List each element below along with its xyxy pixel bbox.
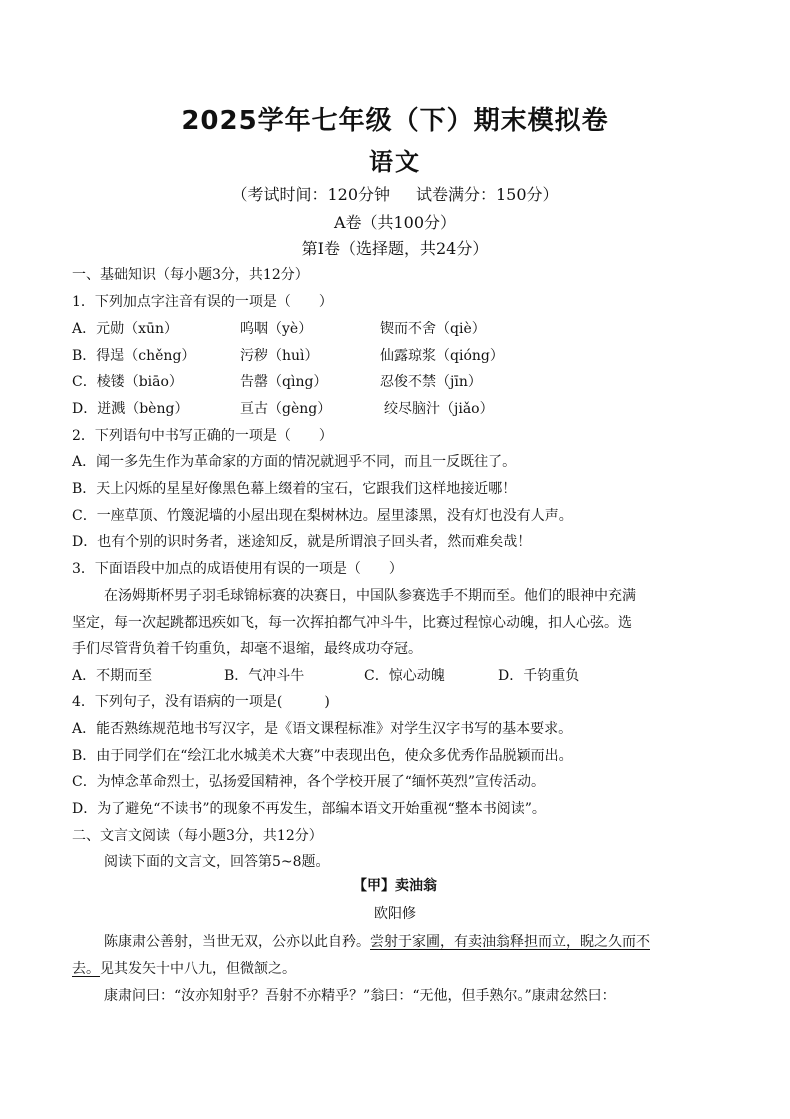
q4-option: D．为了避免“不读书”的现象不再发生，部编本语文开始重视“整本书阅读”。	[72, 801, 546, 817]
q3-option: D．千钧重负	[498, 668, 580, 684]
exam-title: 2025学年七年级（下）期末模拟卷	[181, 106, 609, 136]
passage-lead: 陈康肃公善射，当世无双，公亦以此自矜。	[104, 934, 370, 950]
q1-d-2: 亘古（gèng）	[240, 401, 332, 417]
q2-option: C．一座草顶、竹篾泥墙的小屋出现在梨树林边。屋里漆黑，没有灯也没有人声。	[72, 508, 573, 524]
q1-a-2: 呜咽（yè）	[240, 321, 313, 337]
q1-d-1: D．迸溅（bèng）	[72, 401, 189, 417]
q4-option: A．能否熟练规范地书写汉字，是《语文课程标准》对学生汉字书写的基本要求。	[72, 721, 573, 737]
exam-time: （考试时间：120分钟	[231, 185, 390, 204]
q1-option-row	[72, 399, 720, 419]
q1-b-2: 污秽（huì）	[240, 348, 319, 364]
q1-c-2: 告罄（qìng）	[240, 374, 328, 390]
q2-option: A．闻一多先生作为革命家的方面的情况就迥乎不同，而且一反既往了。	[72, 454, 517, 470]
passage-tail: 见其发矢十中八九，但微颔之。	[100, 961, 296, 977]
q3-option-row	[72, 666, 720, 686]
q4-option: B．由于同学们在“绘江北水城美术大赛”中表现出色，使众多优秀作品脱颖而出。	[72, 748, 573, 764]
volume-1-heading: 第Ⅰ卷（选择题，共24分）	[301, 239, 489, 258]
text-title: 【甲】卖油翁	[353, 878, 437, 894]
part2-instruction: 阅读下面的文言文，回答第5~8题。	[104, 854, 330, 870]
q1-b-3: 仙露琼浆（qióng）	[380, 348, 504, 364]
subject-title: 语文	[369, 148, 421, 176]
q3-passage-line: 在汤姆斯杯男子羽毛球锦标赛的决赛日，中国队参赛选手不期而至。他们的眼神中充满	[104, 588, 636, 604]
text-author: 欧阳修	[374, 906, 416, 922]
q4-option: C．为悼念革命烈士，弘扬爱国精神，各个学校开展了“缅怀英烈”宣传活动。	[72, 774, 546, 790]
q3-option: B．气冲斗牛	[224, 668, 305, 684]
underlined-sentence: 尝射于家圃，有卖油翁释担而立，睨之久而不	[370, 934, 650, 950]
q2-stem: 2．下列语句中书写正确的一项是（ ）	[72, 428, 333, 444]
q3-option: C．惊心动魄	[364, 668, 445, 684]
q4-stem: 4．下列句子，没有语病的一项是( )	[72, 694, 330, 710]
volume-a-heading: A卷（共100分）	[333, 213, 457, 232]
q1-stem: 1．下列加点字注音有误的一项是（ ）	[72, 294, 333, 310]
q1-c-1: C．棱镂（biāo）	[72, 374, 183, 390]
q2-option: D．也有个别的识时务者，迷途知反，就是所谓浪子回头者，然而难矣哉！	[72, 534, 532, 550]
q1-a-1: A．元勋（xūn）	[72, 321, 179, 337]
q2-option: B．天上闪烁的星星好像黑色幕上缀着的宝石，它跟我们这样地接近哪！	[72, 481, 517, 497]
passage-line-1	[104, 932, 650, 952]
q1-d-3: 绞尽脑汁（jiǎo）	[384, 401, 494, 417]
q3-passage-line: 坚定，每一次起跳都迅疾如飞，每一次挥拍都气冲斗牛，比赛过程惊心动魄，扣人心弦。选	[72, 615, 632, 631]
q3-option: A．不期而至	[72, 668, 153, 684]
passage-line-3: 康肃问曰：“汝亦知射乎？吾射不亦精乎？”翁曰：“无他，但手熟尔。”康肃忿然曰：	[104, 988, 616, 1004]
q3-stem: 3．下面语段中加点的成语使用有误的一项是（ ）	[72, 561, 403, 577]
q1-a-3: 锲而不舍（qiè）	[380, 321, 486, 337]
part1-heading: 一、基础知识（每小题3分，共12分）	[72, 267, 309, 283]
underlined-sentence-end: 去。	[72, 961, 100, 977]
passage-line-2	[72, 959, 296, 979]
q1-option-row	[72, 372, 720, 392]
part2-heading: 二、文言文阅读（每小题3分，共12分）	[72, 828, 323, 844]
q1-c-3: 忍俊不禁（jīn）	[380, 374, 482, 390]
q1-option-row	[72, 319, 720, 339]
exam-info	[0, 182, 790, 205]
q1-b-1: B．得逞（chěng）	[72, 348, 196, 364]
q3-passage-line: 手们尽管背负着千钧重负，却毫不退缩，最终成功夺冠。	[72, 641, 422, 657]
q1-option-row	[72, 346, 720, 366]
full-score: 试卷满分：150分）	[416, 185, 559, 204]
